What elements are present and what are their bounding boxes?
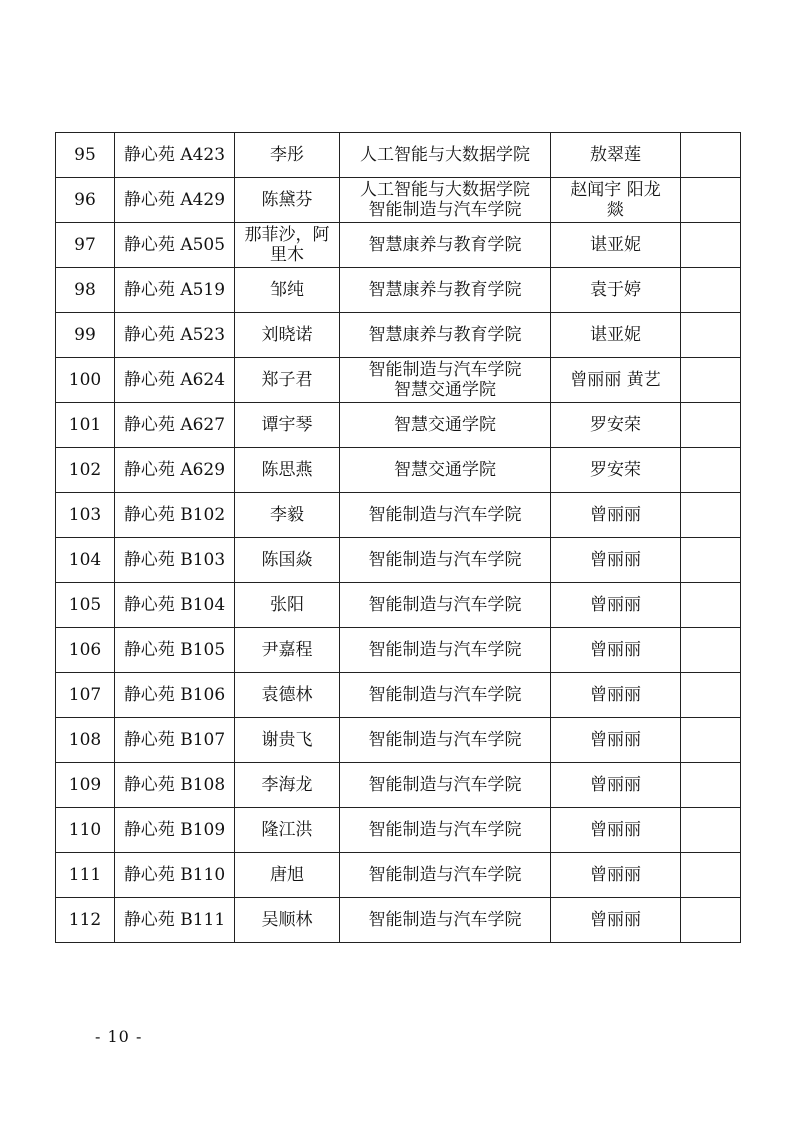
college-cell	[340, 358, 551, 403]
college-cell	[340, 673, 551, 718]
student-name-line: 吴顺林	[261, 910, 313, 930]
counselor-cell	[551, 718, 681, 763]
counselor-cell	[551, 268, 681, 313]
student-name-cell	[235, 493, 340, 538]
college-line: 智能制造与汽车学院	[368, 200, 522, 220]
college-cell	[340, 718, 551, 763]
student-name-cell	[235, 133, 340, 178]
student-name-cell	[235, 538, 340, 583]
college-cell	[340, 223, 551, 268]
student-name-line: 唐旭	[270, 865, 304, 885]
table-row	[56, 673, 741, 718]
student-name-cell	[235, 853, 340, 898]
college-line: 智能制造与汽车学院	[368, 820, 522, 840]
student-name-line: 谭宇琴	[261, 415, 313, 435]
room-cell: 静心苑 A523	[115, 313, 235, 358]
row-number-cell: 96	[56, 178, 115, 223]
college-cell	[340, 583, 551, 628]
counselor-cell	[551, 853, 681, 898]
counselor-cell	[551, 898, 681, 943]
row-number-cell: 111	[56, 853, 115, 898]
remark-cell	[681, 133, 741, 178]
student-name-line: 隆江洪	[261, 820, 313, 840]
college-line: 智慧交通学院	[394, 415, 496, 435]
counselor-cell	[551, 448, 681, 493]
counselor-line: 罗安荣	[590, 415, 641, 435]
counselor-line: 曾丽丽	[590, 775, 641, 795]
remark-cell	[681, 898, 741, 943]
student-name-line: 陈国焱	[261, 550, 313, 570]
college-cell	[340, 538, 551, 583]
room-cell: 静心苑 B105	[115, 628, 235, 673]
college-cell	[340, 808, 551, 853]
table-row	[56, 538, 741, 583]
counselor-cell	[551, 133, 681, 178]
student-name-line: 张阳	[270, 595, 304, 615]
counselor-line: 赵闻宇 阳龙	[570, 180, 661, 200]
row-number-cell: 103	[56, 493, 115, 538]
counselor-line: 袁于婷	[590, 280, 641, 300]
table-row	[56, 448, 741, 493]
college-line: 智慧康养与教育学院	[368, 235, 522, 255]
row-number-cell: 107	[56, 673, 115, 718]
remark-cell	[681, 808, 741, 853]
table-row	[56, 898, 741, 943]
student-name-line: 李彤	[270, 145, 304, 165]
remark-cell	[681, 493, 741, 538]
student-name-line: 陈黛芬	[261, 190, 313, 210]
table-row	[56, 178, 741, 223]
room-cell: 静心苑 A627	[115, 403, 235, 448]
counselor-line: 曾丽丽	[590, 640, 641, 660]
college-cell	[340, 628, 551, 673]
row-number-cell: 95	[56, 133, 115, 178]
student-name-line: 邹纯	[270, 280, 304, 300]
dormitory-roster-table	[55, 132, 741, 943]
college-line: 智能制造与汽车学院	[368, 910, 522, 930]
remark-cell	[681, 583, 741, 628]
college-line: 智能制造与汽车学院	[368, 505, 522, 525]
counselor-cell	[551, 763, 681, 808]
college-cell	[340, 268, 551, 313]
table-row	[56, 763, 741, 808]
table-row	[56, 583, 741, 628]
room-cell: 静心苑 A624	[115, 358, 235, 403]
counselor-cell	[551, 313, 681, 358]
row-number-cell: 101	[56, 403, 115, 448]
counselor-cell	[551, 808, 681, 853]
student-name-cell	[235, 403, 340, 448]
table-row	[56, 133, 741, 178]
college-line: 人工智能与大数据学院	[360, 145, 530, 165]
room-cell: 静心苑 B104	[115, 583, 235, 628]
row-number-cell: 102	[56, 448, 115, 493]
room-cell: 静心苑 B109	[115, 808, 235, 853]
counselor-line: 曾丽丽	[590, 505, 641, 525]
counselor-line: 敖翠莲	[590, 145, 641, 165]
row-number-cell: 109	[56, 763, 115, 808]
row-number-cell: 98	[56, 268, 115, 313]
counselor-line: 谌亚妮	[590, 325, 641, 345]
remark-cell	[681, 628, 741, 673]
room-cell: 静心苑 B106	[115, 673, 235, 718]
remark-cell	[681, 268, 741, 313]
student-name-line: 李海龙	[261, 775, 313, 795]
student-name-cell	[235, 583, 340, 628]
remark-cell	[681, 538, 741, 583]
college-line: 智慧康养与教育学院	[368, 280, 522, 300]
counselor-line: 曾丽丽	[590, 685, 641, 705]
college-cell	[340, 493, 551, 538]
table-row	[56, 493, 741, 538]
student-name-line: 那菲沙，阿	[244, 225, 330, 245]
room-cell: 静心苑 A519	[115, 268, 235, 313]
counselor-line: 谌亚妮	[590, 235, 641, 255]
remark-cell	[681, 763, 741, 808]
table-row	[56, 853, 741, 898]
counselor-line: 罗安荣	[590, 460, 641, 480]
row-number-cell: 110	[56, 808, 115, 853]
counselor-cell	[551, 673, 681, 718]
college-line: 人工智能与大数据学院	[360, 180, 530, 200]
student-name-line: 李毅	[270, 505, 304, 525]
remark-cell	[681, 853, 741, 898]
college-cell	[340, 313, 551, 358]
college-cell	[340, 763, 551, 808]
room-cell: 静心苑 B102	[115, 493, 235, 538]
counselor-line: 曾丽丽	[590, 910, 641, 930]
college-line: 智能制造与汽车学院	[368, 685, 522, 705]
student-name-cell	[235, 313, 340, 358]
row-number-cell: 106	[56, 628, 115, 673]
remark-cell	[681, 358, 741, 403]
table-row	[56, 268, 741, 313]
row-number-cell: 105	[56, 583, 115, 628]
counselor-cell	[551, 178, 681, 223]
college-cell	[340, 133, 551, 178]
college-cell	[340, 898, 551, 943]
table-row	[56, 808, 741, 853]
college-line: 智能制造与汽车学院	[368, 775, 522, 795]
row-number-cell: 108	[56, 718, 115, 763]
college-line: 智能制造与汽车学院	[368, 550, 522, 570]
room-cell: 静心苑 A629	[115, 448, 235, 493]
table-row	[56, 223, 741, 268]
room-cell: 静心苑 A429	[115, 178, 235, 223]
student-name-line: 里木	[270, 245, 304, 265]
remark-cell	[681, 178, 741, 223]
college-line: 智慧交通学院	[394, 380, 496, 400]
counselor-line: 曾丽丽	[590, 820, 641, 840]
student-name-line: 谢贵飞	[261, 730, 313, 750]
student-name-cell	[235, 718, 340, 763]
row-number-cell: 99	[56, 313, 115, 358]
college-line: 智能制造与汽车学院	[368, 730, 522, 750]
remark-cell	[681, 313, 741, 358]
room-cell: 静心苑 B107	[115, 718, 235, 763]
counselor-line: 曾丽丽	[590, 730, 641, 750]
counselor-cell	[551, 628, 681, 673]
college-line: 智能制造与汽车学院	[368, 865, 522, 885]
table-row	[56, 718, 741, 763]
college-line: 智能制造与汽车学院	[368, 595, 522, 615]
room-cell: 静心苑 B110	[115, 853, 235, 898]
remark-cell	[681, 448, 741, 493]
room-cell: 静心苑 B111	[115, 898, 235, 943]
table-row	[56, 313, 741, 358]
remark-cell	[681, 223, 741, 268]
remark-cell	[681, 673, 741, 718]
row-number-cell: 112	[56, 898, 115, 943]
student-name-cell	[235, 268, 340, 313]
counselor-cell	[551, 538, 681, 583]
counselor-line: 曾丽丽	[590, 865, 641, 885]
college-line: 智能制造与汽车学院	[368, 640, 522, 660]
college-cell	[340, 403, 551, 448]
student-name-cell	[235, 673, 340, 718]
student-name-line: 陈思燕	[261, 460, 313, 480]
college-line: 智能制造与汽车学院	[368, 360, 522, 380]
counselor-line: 曾丽丽 黄艺	[570, 370, 661, 390]
student-name-cell	[235, 898, 340, 943]
counselor-cell	[551, 583, 681, 628]
counselor-line: 曾丽丽	[590, 595, 641, 615]
row-number-cell: 97	[56, 223, 115, 268]
counselor-cell	[551, 403, 681, 448]
counselor-cell	[551, 223, 681, 268]
counselor-cell	[551, 358, 681, 403]
roster-table-body	[56, 133, 741, 943]
room-cell: 静心苑 B108	[115, 763, 235, 808]
college-cell	[340, 178, 551, 223]
college-line: 智慧交通学院	[394, 460, 496, 480]
counselor-line: 燚	[607, 200, 624, 220]
table-row	[56, 403, 741, 448]
student-name-cell	[235, 808, 340, 853]
student-name-cell	[235, 448, 340, 493]
college-line: 智慧康养与教育学院	[368, 325, 522, 345]
college-cell	[340, 448, 551, 493]
remark-cell	[681, 403, 741, 448]
student-name-line: 尹嘉程	[261, 640, 313, 660]
student-name-cell	[235, 628, 340, 673]
table-row	[56, 358, 741, 403]
remark-cell	[681, 718, 741, 763]
student-name-cell	[235, 763, 340, 808]
student-name-line: 刘晓诺	[261, 325, 313, 345]
college-cell	[340, 853, 551, 898]
student-name-cell	[235, 178, 340, 223]
student-name-cell	[235, 358, 340, 403]
counselor-cell	[551, 493, 681, 538]
student-name-cell	[235, 223, 340, 268]
row-number-cell: 100	[56, 358, 115, 403]
student-name-line: 袁德林	[261, 685, 313, 705]
table-row	[56, 628, 741, 673]
room-cell: 静心苑 B103	[115, 538, 235, 583]
row-number-cell: 104	[56, 538, 115, 583]
counselor-line: 曾丽丽	[590, 550, 641, 570]
room-cell: 静心苑 A505	[115, 223, 235, 268]
room-cell: 静心苑 A423	[115, 133, 235, 178]
student-name-line: 郑子君	[261, 370, 313, 390]
page-number: - 10 -	[95, 1027, 143, 1046]
